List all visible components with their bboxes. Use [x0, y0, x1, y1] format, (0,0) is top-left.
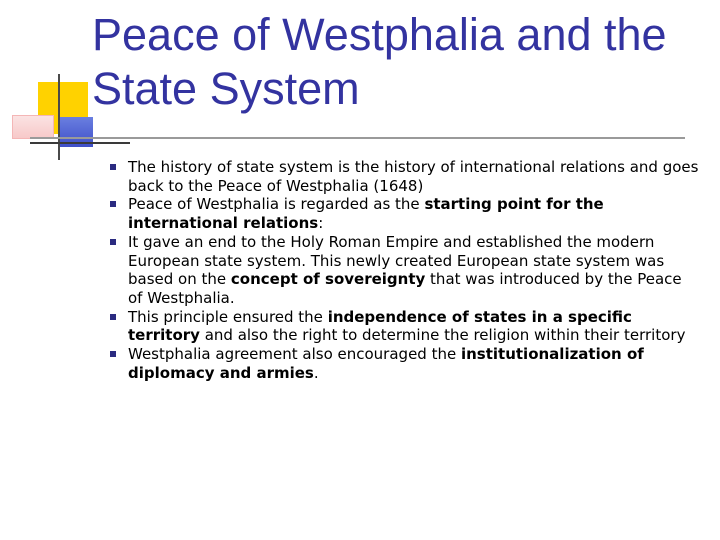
bullet-emphasis: institutionalization of diplomacy and armies [128, 345, 644, 382]
bullet-text: This principle ensured the [128, 307, 328, 326]
square-bullet-icon [110, 201, 116, 207]
bullet-text: : [318, 214, 324, 233]
decorative-vertical-line [58, 74, 60, 160]
square-bullet-icon [110, 314, 116, 320]
bullet-text: and also the right to determine the religion within their territory [199, 326, 686, 345]
bullet-emphasis: concept of sovereignty [230, 270, 426, 289]
bullet-text: Peace of Westphalia is regarded as the [128, 195, 425, 214]
bullet-text: . [313, 363, 319, 382]
title-underline [30, 137, 685, 139]
square-bullet-icon [110, 164, 116, 170]
bullet-item [110, 233, 700, 308]
bullet-emphasis: independence of states in a specific territory [128, 307, 632, 345]
bullet-item [110, 345, 700, 382]
square-bullet-icon [110, 239, 116, 245]
bullet-text: Westphalia agreement also encouraged the [128, 345, 461, 364]
bullet-item [110, 308, 700, 345]
bullet-text: The history of state system is the history of international relations and goes back to the Peace of Westphalia (1648) [128, 158, 699, 195]
bullet-text: that was introduced by the Peace of Westphalia. [128, 270, 682, 307]
bullet-item [110, 195, 700, 232]
bullet-text: It gave an end to the Holy Roman Empire and established the modern European state system. This newly created European state system was based on the [128, 232, 665, 289]
square-bullet-icon [110, 351, 116, 357]
bullet-emphasis: starting point for the international relations [128, 195, 604, 233]
bullet-item [110, 158, 700, 195]
slide-title: Peace of Westphalia and the State System [92, 9, 667, 114]
bullet-list [110, 158, 700, 382]
title-underline-accent [30, 142, 130, 144]
decorative-red-square [12, 115, 54, 139]
